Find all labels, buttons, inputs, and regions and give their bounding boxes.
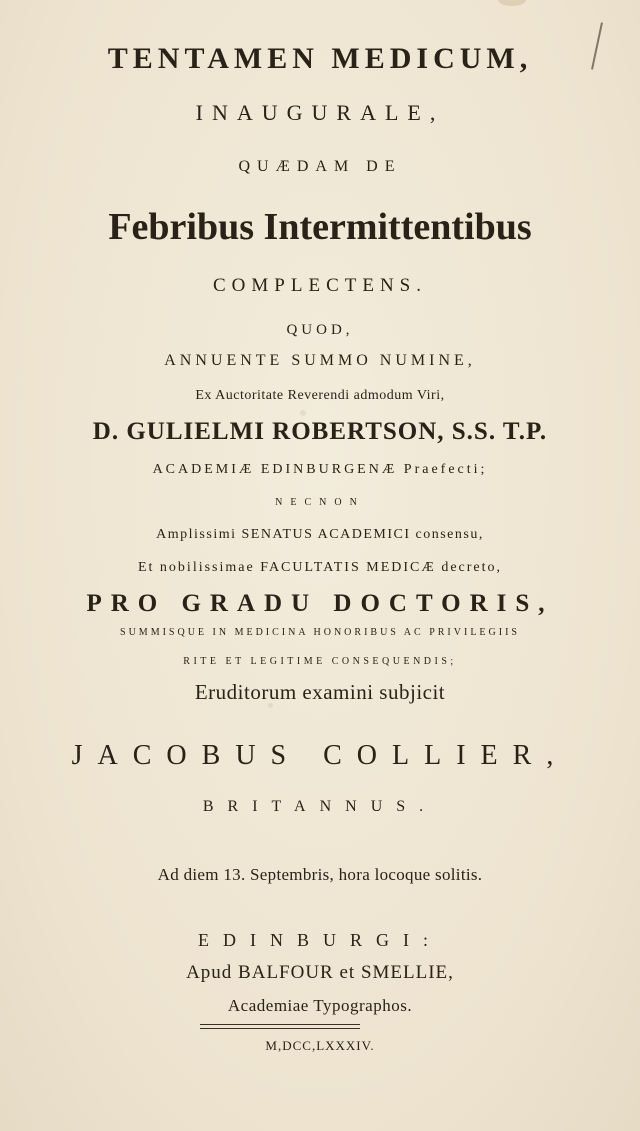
imprint-printers: Apud BALFOUR et SMELLIE, xyxy=(186,962,454,983)
author-name: JACOBUS COLLIER, xyxy=(71,740,569,771)
principal-name: D. GULIELMI ROBERTSON, S.S. T.P. xyxy=(92,418,548,445)
examini-line: Eruditorum examini subjicit xyxy=(194,680,446,704)
facultatis-line: Et nobilissimae FACULTATIS MEDICÆ decreto, xyxy=(137,560,503,575)
quod-line: QUOD, xyxy=(286,322,354,338)
gradu-line: PRO GRADU DOCTORIS, xyxy=(86,590,554,617)
necnon-line: NECNON xyxy=(275,497,365,508)
annuente-line: ANNUENTE SUMMO NUMINE, xyxy=(164,352,476,369)
title-line-3: QUÆDAM DE xyxy=(238,158,402,175)
stain-mark xyxy=(300,410,306,416)
title-line-2: INAUGURALE, xyxy=(195,100,445,125)
stain-mark xyxy=(498,0,526,6)
academiae-line: ACADEMIÆ EDINBURGENÆ Praefecti; xyxy=(152,462,488,477)
imprint-role: Academiae Typographos. xyxy=(227,996,413,1015)
author-nationality: BRITANNUS. xyxy=(202,798,438,815)
examination-date-line: Ad diem 13. Septembris, hora locoque solitis. xyxy=(157,865,483,884)
honoribus-line: SUMMISQUE IN MEDICINA HONORIBUS AC PRIVILEGIIS xyxy=(120,627,520,638)
imprint-city: EDINBURGI: xyxy=(198,930,442,950)
double-rule-divider xyxy=(200,1024,360,1029)
main-title: Febribus Intermittentibus xyxy=(108,206,532,248)
publication-year: M,DCC,LXXXIV. xyxy=(265,1038,375,1053)
consequendis-line: RITE ET LEGITIME CONSEQUENDIS; xyxy=(183,656,457,667)
auctoritate-line: Ex Auctoritate Reverendi admodum Viri, xyxy=(195,388,445,403)
senatus-line: Amplissimi SENATUS ACADEMICI consensu, xyxy=(156,527,484,542)
title-line-5: COMPLECTENS. xyxy=(213,275,427,296)
title-line-1: TENTAMEN MEDICUM, xyxy=(107,42,533,75)
